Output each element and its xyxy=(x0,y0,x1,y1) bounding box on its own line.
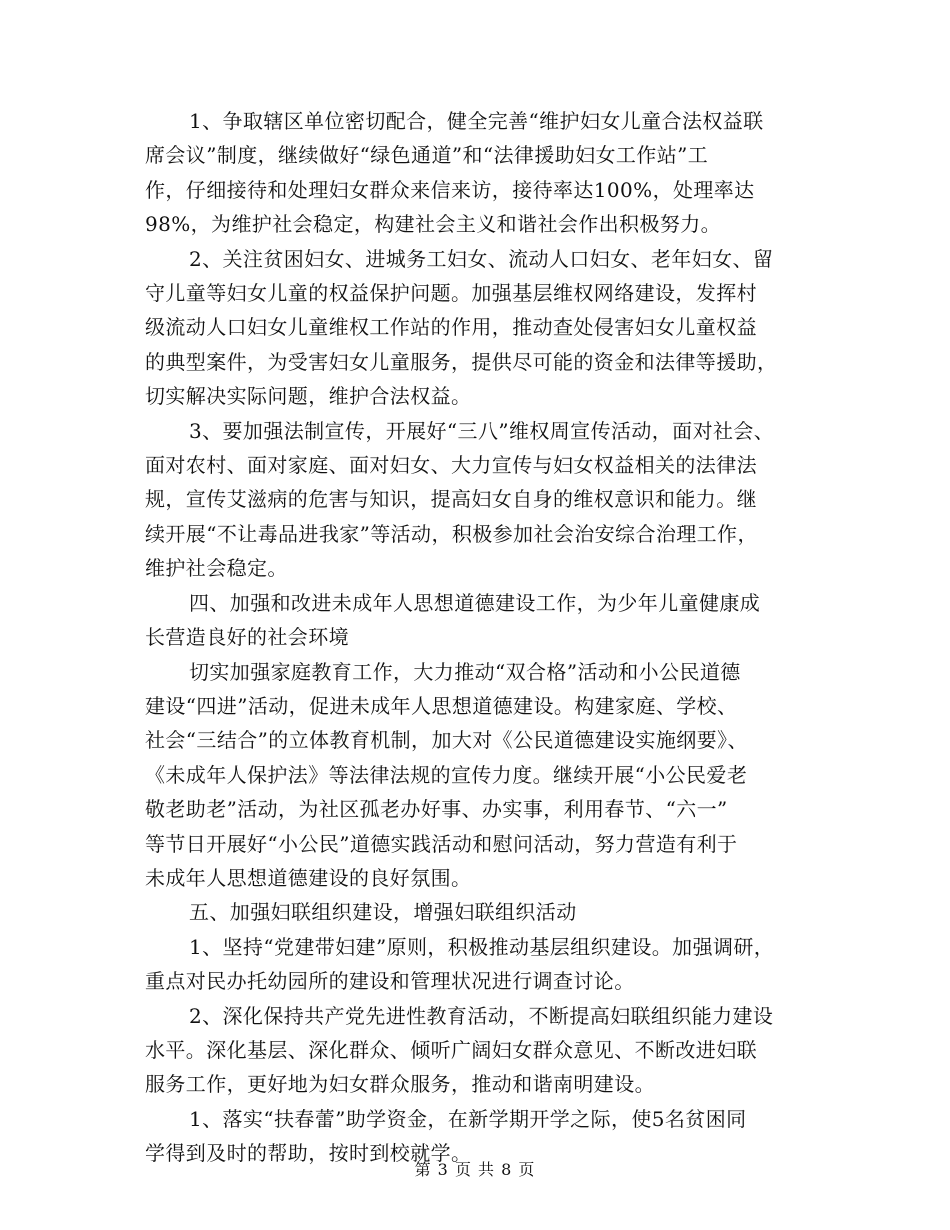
section-heading xyxy=(145,586,805,655)
text-line: 切实加强家庭教育工作，大力推动“双合格”活动和小公民道德 xyxy=(189,659,741,684)
text-line: 98%，为维护社会稳定，构建社会主义和谐社会作出积极努力。 xyxy=(145,212,722,237)
text-line: 1、落实“扶春蕾”助学资金，在新学期开学之际，使5名贫困同 xyxy=(189,1106,747,1131)
text-line: 建设“四进”活动，促进未成年人思想道德建设。构建家庭、学校、 xyxy=(145,693,738,718)
text-line: 面对农村、面对家庭、面对妇女、大力宣传与妇女权益相关的法律法 xyxy=(145,453,757,478)
text-line: 2、深化保持共产党先进性教育活动，不断提高妇联组织能力建设 xyxy=(189,1003,774,1028)
paragraph xyxy=(145,999,805,1102)
text-line: 服务工作，更好地为妇女群众服务，推动和谐南明建设。 xyxy=(145,1072,655,1097)
document-body xyxy=(145,104,805,1171)
text-line: 长营造良好的社会环境 xyxy=(145,625,349,650)
text-line: 2、关注贫困妇女、进城务工妇女、流动人口妇女、老年妇女、留 xyxy=(189,246,774,271)
text-line: 重点对民办托幼园所的建设和管理状况进行调查讨论。 xyxy=(145,969,635,994)
text-line: 守儿童等妇女儿童的权益保护问题。加强基层维权网络建设，发挥村 xyxy=(145,281,757,306)
text-line: 敬老助老”活动，为社区孤老办好事、办实事，利用春节、“六一” xyxy=(145,797,728,822)
text-line: 社会“三结合”的立体教育机制，加大对《公民道德建设实施纲要》、 xyxy=(145,728,748,753)
text-line: 的典型案件，为受害妇女儿童服务，提供尽可能的资金和法律等援助， xyxy=(145,349,778,374)
text-line: 《未成年人保护法》等法律法规的宣传力度。继续开展“小公民爱老 xyxy=(145,762,748,787)
paragraph xyxy=(145,414,805,586)
text-line: 等节日开展好“小公民”道德实践活动和慰问活动，努力营造有利于 xyxy=(145,831,738,856)
paragraph xyxy=(145,655,805,896)
text-line: 维护社会稳定。 xyxy=(145,556,288,581)
text-line: 1、坚持“党建带妇建”原则，积极推动基层组织建设。加强调研， xyxy=(189,934,775,959)
section-heading xyxy=(145,895,805,929)
text-line: 五、加强妇联组织建设，增强妇联组织活动 xyxy=(189,900,577,925)
text-line: 续开展“不让毒品进我家”等活动，积极参加社会治安综合治理工作， xyxy=(145,521,758,546)
text-line: 四、加强和改进未成年人思想道德建设工作，为少年儿童健康成 xyxy=(189,590,761,615)
text-line: 级流动人口妇女儿童维权工作站的作用，推动查处侵害妇女儿童权益 xyxy=(145,315,757,340)
text-line: 3、要加强法制宣传，开展好“三八”维权周宣传活动，面对社会、 xyxy=(189,418,775,443)
text-line: 作，仔细接待和处理妇女群众来信来访，接待率达100%，处理率达 xyxy=(145,177,755,202)
text-line: 1、争取辖区单位密切配合，健全完善“维护妇女儿童合法权益联 xyxy=(189,109,764,133)
text-line: 席会议”制度，继续做好“绿色通道”和“法律援助妇女工作站”工 xyxy=(145,143,709,168)
page-number-footer: 第 3 页 共 8 页 xyxy=(414,1160,536,1179)
paragraph xyxy=(145,930,805,999)
text-line: 学得到及时的帮助，按时到校就学。 xyxy=(145,1141,472,1166)
paragraph xyxy=(145,104,805,242)
text-line: 切实解决实际问题，维护合法权益。 xyxy=(145,384,472,409)
text-line: 水平。深化基层、深化群众、倾听广阔妇女群众意见、不断改进妇联 xyxy=(145,1037,757,1062)
text-line: 规，宣传艾滋病的危害与知识，提高妇女自身的维权意识和能力。继 xyxy=(145,487,757,512)
text-line: 未成年人思想道德建设的良好氛围。 xyxy=(145,865,472,890)
paragraph xyxy=(145,242,805,414)
